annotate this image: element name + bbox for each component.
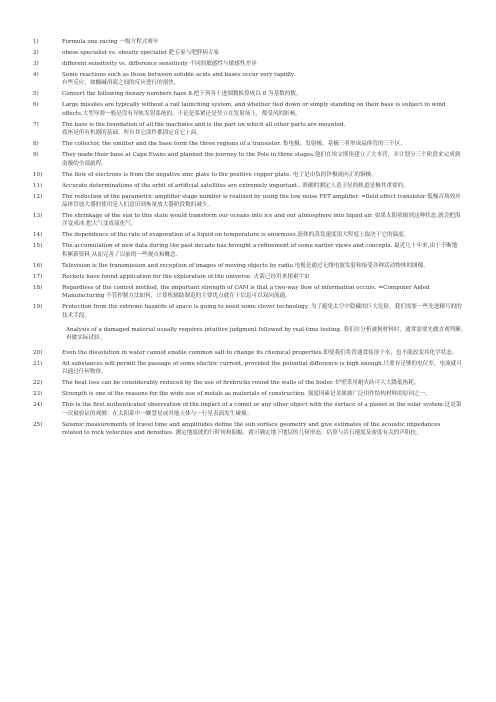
list-item	[33, 182, 462, 190]
item-text: obese specialist vs. obesity specialist 肥专家与肥胖病专家	[62, 50, 220, 56]
list-item	[33, 303, 462, 320]
item-text: Seismic measurements of travel time and amplitudes define the sub surface geometry and give estimates of the acoustic impedances related to rock velocities and densities. 测定地震波的行时间和振幅，就可确定地下地层的几何形态，估算与岩石速度及密度有关的声阻抗。	[62, 421, 441, 437]
item-text: All substances will permit the passage of some electric current, provided the potential difference is high enough.只要有足够的电位差，电流就可以通过任何物体。	[62, 360, 462, 376]
item-text: Even the dissolution in water cannot enable common salt to change its chemical properties.即使我们将普通食盐溶于水，也不能改变其化学状态。	[62, 349, 458, 356]
list-item	[33, 390, 462, 398]
item-number: 22)	[33, 380, 43, 387]
list-item	[33, 38, 462, 46]
item-number: 25)	[33, 421, 43, 428]
list-item	[33, 360, 462, 377]
sentence-list-2	[33, 349, 462, 438]
paragraph-text: Analysis of a damaged material usually requires intuitive judgment followed by real-time testing. 我们在分析被损材料时，通常需要先做直观判断，再做实际试验。	[66, 327, 467, 342]
item-number: 18)	[33, 284, 43, 291]
item-text: different sensitivity vs. difference sensitivity 不同的敏感性与敏感性差异	[62, 61, 257, 67]
item-text: Convert the following denary numbers hase 8.把下列各十进制数换算成以 8 为基数的数。	[62, 91, 302, 98]
item-text: The base is the foundation of all the machines and is the part on which all other parts are mounted.	[62, 121, 346, 128]
item-text: Television is the transmission and reception of images of moving objects by radio.电视是通过无线电波发射和接受各种活动物体的图像。	[62, 262, 429, 269]
item-text: The heat loss can be considerably reduced by the use of firebricks round the walls of the boiler. 炉壁采用耐火砖可大大降低热耗。	[62, 380, 420, 387]
item-text: This is the first authenticated observation of the impact of a comet or any other object with the surface of a planet in the solar system.这是第一次被验证的观测：在太阳系中一颗慧星或其他天体与一行星表面发生碰撞。	[62, 402, 462, 417]
list-item	[33, 151, 462, 168]
list-item	[33, 262, 462, 270]
list-item	[33, 349, 462, 357]
list-item	[33, 379, 462, 387]
list-item	[33, 171, 462, 179]
item-number: 8)	[33, 141, 39, 148]
item-number: 7)	[33, 121, 39, 128]
item-number: 3)	[33, 61, 39, 67]
list-item	[33, 121, 462, 138]
list-item	[33, 193, 462, 210]
item-number: 19)	[33, 304, 43, 311]
list-item	[33, 231, 462, 239]
item-text: Rockets have found application for the exploration of the universe. 火箭已经用来探索宇宙	[62, 273, 310, 280]
item-text: Protection from the extreme hazards of space is going to need some clever technology. 为了避免太空中隐藏的巨大危险，我们需要一些先进精巧的的技术手段。	[62, 304, 462, 319]
item-text: Strength is one of the reasons for the wide use of metals as materials of construction. 强度因素是金属被广泛用作结构材料的原因之一。	[62, 391, 431, 398]
sentence-list-1	[33, 38, 462, 320]
item-text: Regardless of the control method, the important strength of CAM is that a two-way flow of information occurs. =Computer Aided Manufacturing 不管控制方法如何，计算机辅助制造的主要优点就在于信息可以双向流通。	[62, 284, 430, 300]
item-number: 5)	[33, 91, 39, 98]
list-item	[33, 71, 462, 88]
list-item	[33, 140, 462, 148]
item-number: 17)	[33, 273, 43, 280]
item-translation: 有些反应，如酸碱溶液之间的反应进行的很快。	[62, 80, 180, 87]
list-item	[33, 101, 462, 118]
item-number: 10)	[33, 171, 43, 178]
item-text: Large missiles are typically without a rail launching system, and whether tied down or simply standing on their base is subject to wind effects.大型导弹一般是没有导轨发射系统的，不论是系紧还是竖立在发射场上，都受风的影响。	[62, 102, 446, 117]
item-text: Accurate determinations of the orbit of artificial satellites are extremely important.. 准确的测定人造卫星的轨道是极其重要的。	[62, 182, 409, 189]
item-number: 20)	[33, 349, 43, 356]
item-number: 24)	[33, 402, 43, 409]
item-text: The flow of electrons is from the negative zinc plate to the positive copper plate. 电子是由负的锌极流向正的铜极。	[62, 171, 377, 178]
analysis-paragraph	[10, 326, 468, 343]
item-number: 21)	[33, 360, 43, 367]
item-text: Some reactions such as those between soluble acids and bases occur very rapidly.	[62, 72, 296, 78]
item-number: 11)	[33, 182, 43, 189]
item-translation: 底座是所有机器的基础，所有其它部件都固定在它上面。	[62, 130, 202, 137]
item-text: The dependence of the rate of evaporation of a liquid on temperature is enormous.液体的蒸发速度很大程度上取决于它的温度。	[62, 232, 410, 239]
item-number: 2)	[33, 50, 39, 56]
item-number: 6)	[33, 102, 39, 109]
list-item	[33, 49, 462, 57]
item-text: Formula one racing 一级方程式赛车	[62, 39, 159, 45]
list-item	[33, 60, 462, 68]
item-text: The shrinkage of the sun to this state would transform our oceans into ice and our atmosphere into liquid air. 如果太阳收缩到这种状态,就会把海洋变成冰,把大气变成液化气。	[62, 213, 461, 228]
list-item	[33, 90, 462, 98]
list-item	[33, 212, 462, 229]
item-number: 1)	[33, 39, 39, 45]
item-number: 9)	[33, 152, 39, 159]
item-number: 15)	[33, 243, 43, 250]
list-item	[33, 401, 462, 418]
item-number: 12)	[33, 193, 43, 200]
list-item	[33, 421, 462, 438]
item-text: The reduction of the parametric amplifier stage number is realized by using the low noise FET amplifier. =field effect transistor 低噪音场效应晶体管放大器的使用是人们意识到参量放大器阶段数的减少。	[62, 193, 461, 209]
item-text: They made their base at Cape Evans and planned the journey to the Pole in three stages.他们在埃文斯角建立了大本营，并计划分三个阶段来完成到南极的全部旅程。	[62, 152, 461, 167]
item-number: 13)	[33, 213, 43, 220]
item-number: 14)	[33, 232, 43, 239]
item-number: 4)	[33, 72, 39, 78]
list-item	[33, 273, 462, 281]
item-text: The accumulation of new data during the past decade has brought a refinement of some earlier views and concepts. 最近几十年来,由于不断地积累新资料,从而完善了以前的一些观点和概念.	[62, 243, 458, 258]
item-number: 23)	[33, 391, 43, 398]
list-item	[33, 242, 462, 259]
list-item	[33, 284, 462, 301]
item-number: 16)	[33, 262, 43, 269]
item-text: The collector, the emitter and the base form the three regions of a transistor. 集电极、发射极、基极三者形成晶体管的三个区。	[62, 141, 406, 148]
